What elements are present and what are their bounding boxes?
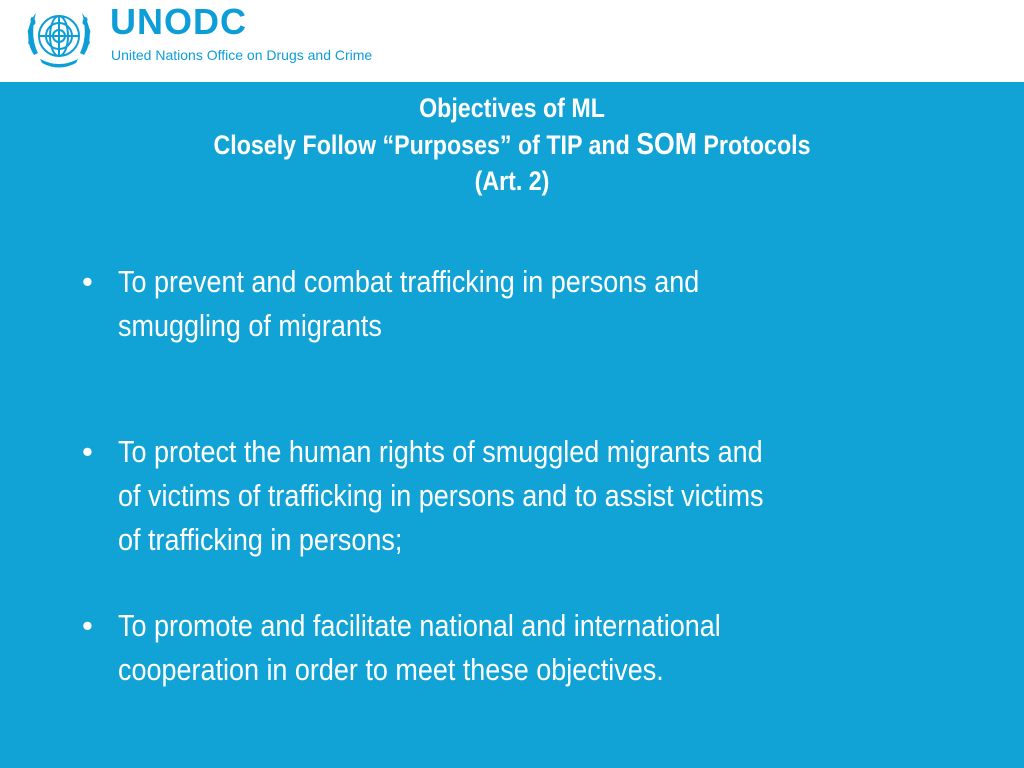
- bullet-line: smuggling of migrants: [118, 308, 382, 343]
- bullet-text: [118, 604, 901, 692]
- title-line-3: (Art. 2): [474, 166, 550, 196]
- title-line-2-part-1: Closely Follow “Purposes” of TIP and: [213, 130, 637, 160]
- title-emphasis-som: SOM: [636, 126, 697, 161]
- bullet-marker: •: [82, 608, 93, 643]
- un-emblem-icon: [22, 3, 96, 73]
- bullet-text: [118, 430, 901, 562]
- list-item: [82, 260, 942, 348]
- logo-name: UNODC: [110, 1, 247, 42]
- title-line-2-part-2: Protocols: [696, 130, 811, 160]
- bullet-line: To prevent and combat trafficking in persons and: [118, 264, 700, 299]
- list-item: [82, 604, 942, 692]
- slide-content: [0, 82, 1024, 768]
- bullet-line: To promote and facilitate national and international: [118, 608, 721, 643]
- bullet-line: of victims of trafficking in persons and to assist victims: [118, 478, 764, 513]
- bullet-marker: •: [82, 434, 93, 469]
- title-line-1: Objectives of ML: [419, 93, 605, 123]
- list-item: [82, 430, 942, 562]
- slide-header: [0, 0, 1024, 80]
- bullet-marker: •: [82, 264, 93, 299]
- bullet-line: To protect the human rights of smuggled migrants and: [118, 434, 763, 469]
- bullet-list: [0, 82, 1024, 768]
- bullet-line: of trafficking in persons;: [118, 522, 403, 557]
- bullet-line: cooperation in order to meet these objectives.: [118, 652, 664, 687]
- logo-subtitle: United Nations Office on Drugs and Crime: [111, 47, 373, 63]
- bullet-text: [118, 260, 901, 348]
